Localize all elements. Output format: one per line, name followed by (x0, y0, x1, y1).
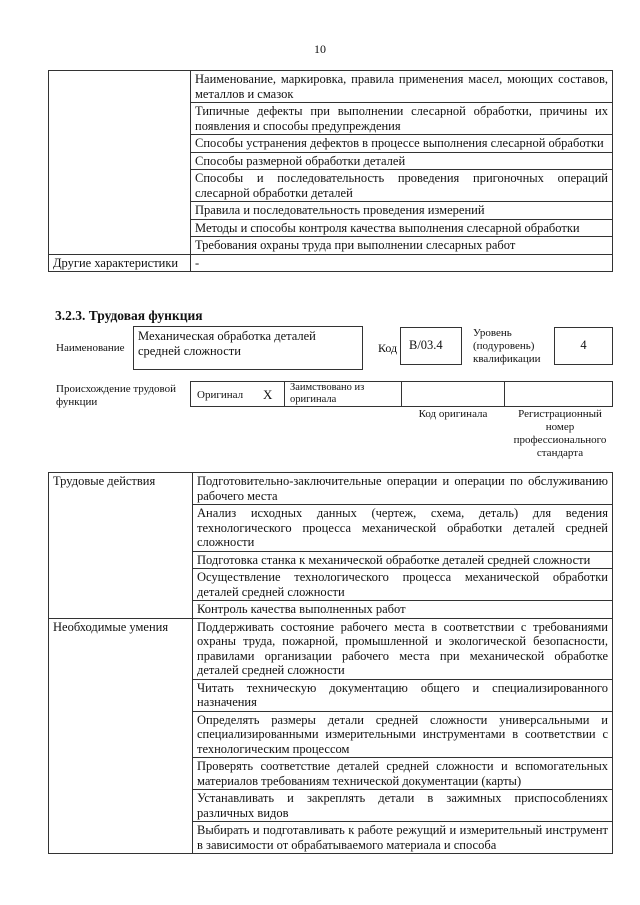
action-row: Анализ исходных данных (чертеж, схема, деталь) для ведения технологического процесса механической обработки деталей средней сложности (193, 505, 613, 552)
empty-label-cell (49, 71, 191, 255)
knowledge-row: Способы размерной обработки деталей (191, 152, 613, 170)
skill-row: Устанавливать и закреплять детали в зажимных приспособлениях различных видов (193, 790, 613, 822)
original-label: Оригинал (197, 389, 244, 401)
knowledge-row: Правила и последовательность проведения измерений (191, 202, 613, 220)
origin-box (190, 381, 613, 407)
skills-label: Необходимые умения (49, 618, 193, 854)
knowledge-row: Способы устранения дефектов в процессе выполнения слесарной обработки (191, 135, 613, 153)
skill-row: Проверять соответствие деталей средней сложности и вспомогательных материалов требованиям технической документации (карты) (193, 758, 613, 790)
code-value: B/03.4 (400, 327, 462, 365)
origin-label: Происхождение трудовой функции (56, 383, 177, 408)
other-characteristics-value: - (191, 254, 613, 272)
other-characteristics-label: Другие характеристики (49, 254, 191, 272)
page-number: 10 (314, 42, 326, 56)
function-details-table (48, 472, 613, 854)
skill-row: Поддерживать состояние рабочего места в соответствии с требованиями охраны труда, пожарной, промышленной и экологической безопасности, правилами организации рабочего места при механической обработке деталей средней сложности (193, 618, 613, 679)
actions-label: Трудовые действия (49, 473, 193, 619)
name-label: Наименование (56, 342, 125, 354)
knowledge-row: Методы и способы контроля качества выполнения слесарной обработки (191, 219, 613, 237)
divider (401, 381, 402, 407)
borrowed-label: Заимствовано из оригинала (290, 382, 365, 405)
knowledge-row: Наименование, маркировка, правила применения масел, моющих составов, металлов и смазок (191, 71, 613, 103)
original-mark: X (263, 387, 273, 402)
registration-number-caption: Регистрационный номер профессионального стандарта (513, 408, 607, 459)
level-value: 4 (554, 327, 613, 365)
action-row: Подготовительно-заключительные операции и операции по обслуживанию рабочего места (193, 473, 613, 505)
knowledge-row: Способы и последовательность проведения пригоночных операций слесарной обработки деталей (191, 170, 613, 202)
action-row: Осуществление технологического процесса механической обработки деталей средней сложности (193, 569, 613, 601)
action-row: Контроль качества выполненных работ (193, 601, 613, 619)
level-label: Уровень (подуровень) квалификации (473, 327, 541, 365)
knowledge-row: Требования охраны труда при выполнении слесарных работ (191, 237, 613, 255)
function-name: Механическая обработка деталей средней сложности (133, 326, 363, 370)
knowledge-row: Типичные дефекты при выполнении слесарной обработки, причины их появления и способы предупреждения (191, 103, 613, 135)
skill-row: Выбирать и подготавливать к работе режущий и измерительный инструмент в зависимости от обрабатываемого материала и способа (193, 822, 613, 854)
skill-row: Определять размеры детали средней сложности универсальными и специализированными измерительными инструментами в соответствии с технологическим процессом (193, 711, 613, 758)
section-title: 3.2.3. Трудовая функция (55, 308, 203, 323)
action-row: Подготовка станка к механической обработке деталей средней сложности (193, 551, 613, 569)
skill-row: Читать техническую документацию общего и специализированного назначения (193, 679, 613, 711)
original-code-caption: Код оригинала (418, 408, 488, 420)
knowledge-table (48, 70, 613, 272)
divider (504, 381, 505, 407)
code-label: Код (378, 341, 398, 355)
divider (284, 381, 285, 407)
